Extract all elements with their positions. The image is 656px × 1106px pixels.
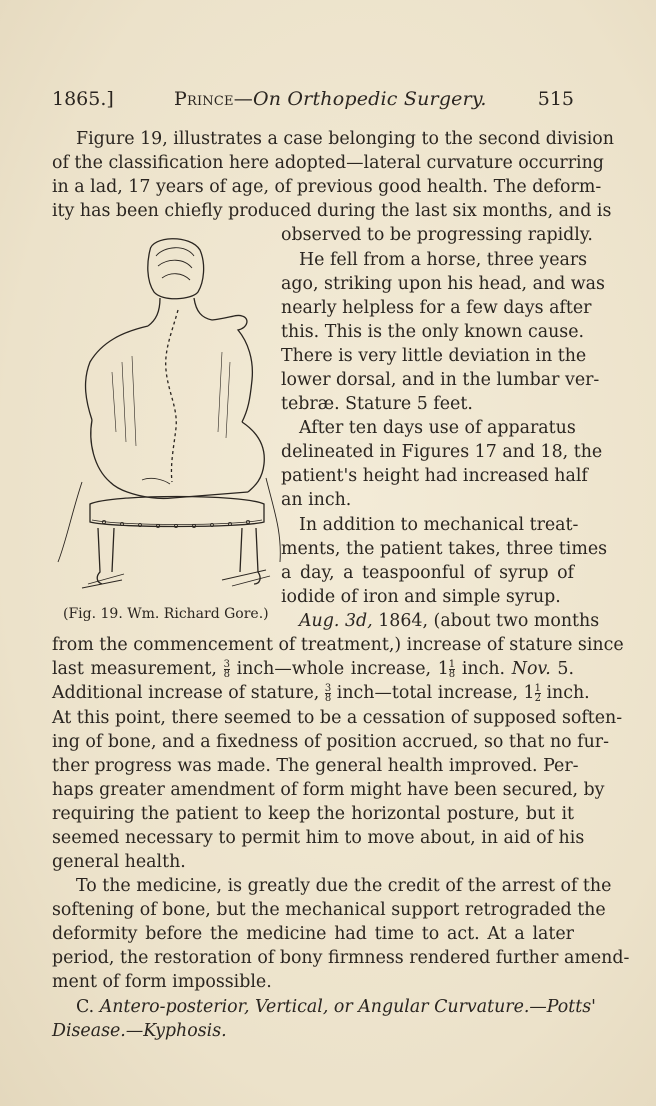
- fraction-den: 8: [223, 669, 230, 680]
- header-year: 1865.]: [52, 88, 114, 110]
- text-line: [299, 609, 600, 633]
- fraction-num: 1: [534, 683, 541, 694]
- running-header: [52, 88, 574, 114]
- additional-part1: Additional increase of stature,: [52, 683, 325, 703]
- text-line: from the commencement of treatment,) increase of stature since: [52, 635, 624, 655]
- text-line: After ten days use of apparatus: [299, 418, 576, 438]
- section-label: C.: [76, 997, 100, 1017]
- text-line: of the classification here adopted—lateral curvature occurring: [52, 153, 604, 173]
- measure-part3: inch.: [455, 659, 512, 679]
- aug-rest: 1864, (about two months: [372, 611, 600, 631]
- text-line: There is very little deviation in the: [281, 346, 587, 366]
- additional-part2: inch—total increase, 1: [331, 683, 535, 703]
- text-line: nearly helpless for a few days after: [281, 298, 592, 318]
- text-line: At this point, there seemed to be a cessation of supposed soften-: [52, 708, 623, 728]
- measure-part4: 5.: [550, 659, 575, 679]
- text-line: haps greater amendment of form might have been secured, by: [52, 780, 605, 800]
- text-line: delineated in Figures 17 and 18, the: [281, 442, 603, 462]
- text-line: observed to be progressing rapidly.: [281, 225, 593, 245]
- seated-patient-drawing: [52, 232, 282, 602]
- text-line: patient's height had increased half: [281, 466, 588, 486]
- text-line: lower dorsal, and in the lumbar ver-: [281, 370, 600, 390]
- fraction-num: 3: [324, 683, 332, 694]
- text-line: ments, the patient takes, three times: [281, 539, 608, 559]
- text-line: [52, 657, 574, 681]
- text-line: To the medicine, is greatly due the credit of the arrest of the: [76, 876, 612, 896]
- text-line: ago, striking upon his head, and was: [281, 274, 605, 294]
- additional-part3: inch.: [540, 683, 590, 703]
- aug-date: Aug. 3d,: [299, 611, 373, 631]
- text-line: deformity before the medicine had time to act. At a later: [52, 924, 574, 944]
- text-line: softening of bone, but the mechanical support retrograded the: [52, 900, 606, 920]
- text-line: in a lad, 17 years of age, of previous good health. The deform-: [52, 177, 602, 197]
- text-line: [52, 681, 590, 705]
- text-line: general health.: [52, 852, 186, 872]
- nov-date: Nov.: [511, 659, 551, 679]
- section-title-line1: Antero-posterior, Vertical, or Angular Curvature.—Potts': [99, 997, 596, 1017]
- page-number: 515: [537, 88, 574, 110]
- figure-19-illustration: [52, 232, 282, 602]
- fraction-den: 8: [448, 669, 456, 680]
- figure-caption: (Fig. 19. Wm. Richard Gore.): [63, 606, 269, 622]
- fraction-den: 2: [534, 693, 541, 704]
- section-heading-cont: Disease.—Kyphosis.: [52, 1021, 227, 1041]
- text-line: In addition to mechanical treat-: [299, 515, 579, 535]
- text-line: period, the restoration of bony firmness rendered further amend-: [52, 948, 630, 968]
- text-line: tebræ. Stature 5 feet.: [281, 394, 473, 414]
- header-author: Prince: [174, 88, 234, 110]
- text-line: iodide of iron and simple syrup.: [281, 587, 561, 607]
- section-heading: [76, 995, 596, 1019]
- text-line: He fell from a horse, three years: [299, 250, 588, 270]
- text-line: ther progress was made. The general health improved. Per-: [52, 756, 579, 776]
- fraction-num: 1: [448, 659, 456, 670]
- fraction-num: 3: [223, 659, 230, 670]
- text-line: a day, a teaspoonful of syrup of: [281, 563, 574, 583]
- measure-part2: inch—whole increase, 1: [229, 659, 449, 679]
- measure-part1: last measurement,: [52, 659, 224, 679]
- header-dash: —: [233, 88, 253, 110]
- header-subject: On Orthopedic Surgery.: [252, 88, 487, 110]
- fraction-den: 8: [324, 693, 332, 704]
- text-line: ing of bone, and a fixedness of position accrued, so that no fur-: [52, 732, 609, 752]
- text-line: this. This is the only known cause.: [281, 322, 585, 342]
- text-line: an inch.: [281, 490, 352, 510]
- text-line: ity has been chiefly produced during the last six months, and is: [52, 201, 612, 221]
- header-title: [174, 88, 487, 110]
- text-line: Figure 19, illustrates a case belonging to the second division: [76, 129, 614, 149]
- text-line: requiring the patient to keep the horizontal posture, but it: [52, 804, 574, 824]
- text-line: ment of form impossible.: [52, 972, 272, 992]
- text-line: seemed necessary to permit him to move about, in aid of his: [52, 828, 585, 848]
